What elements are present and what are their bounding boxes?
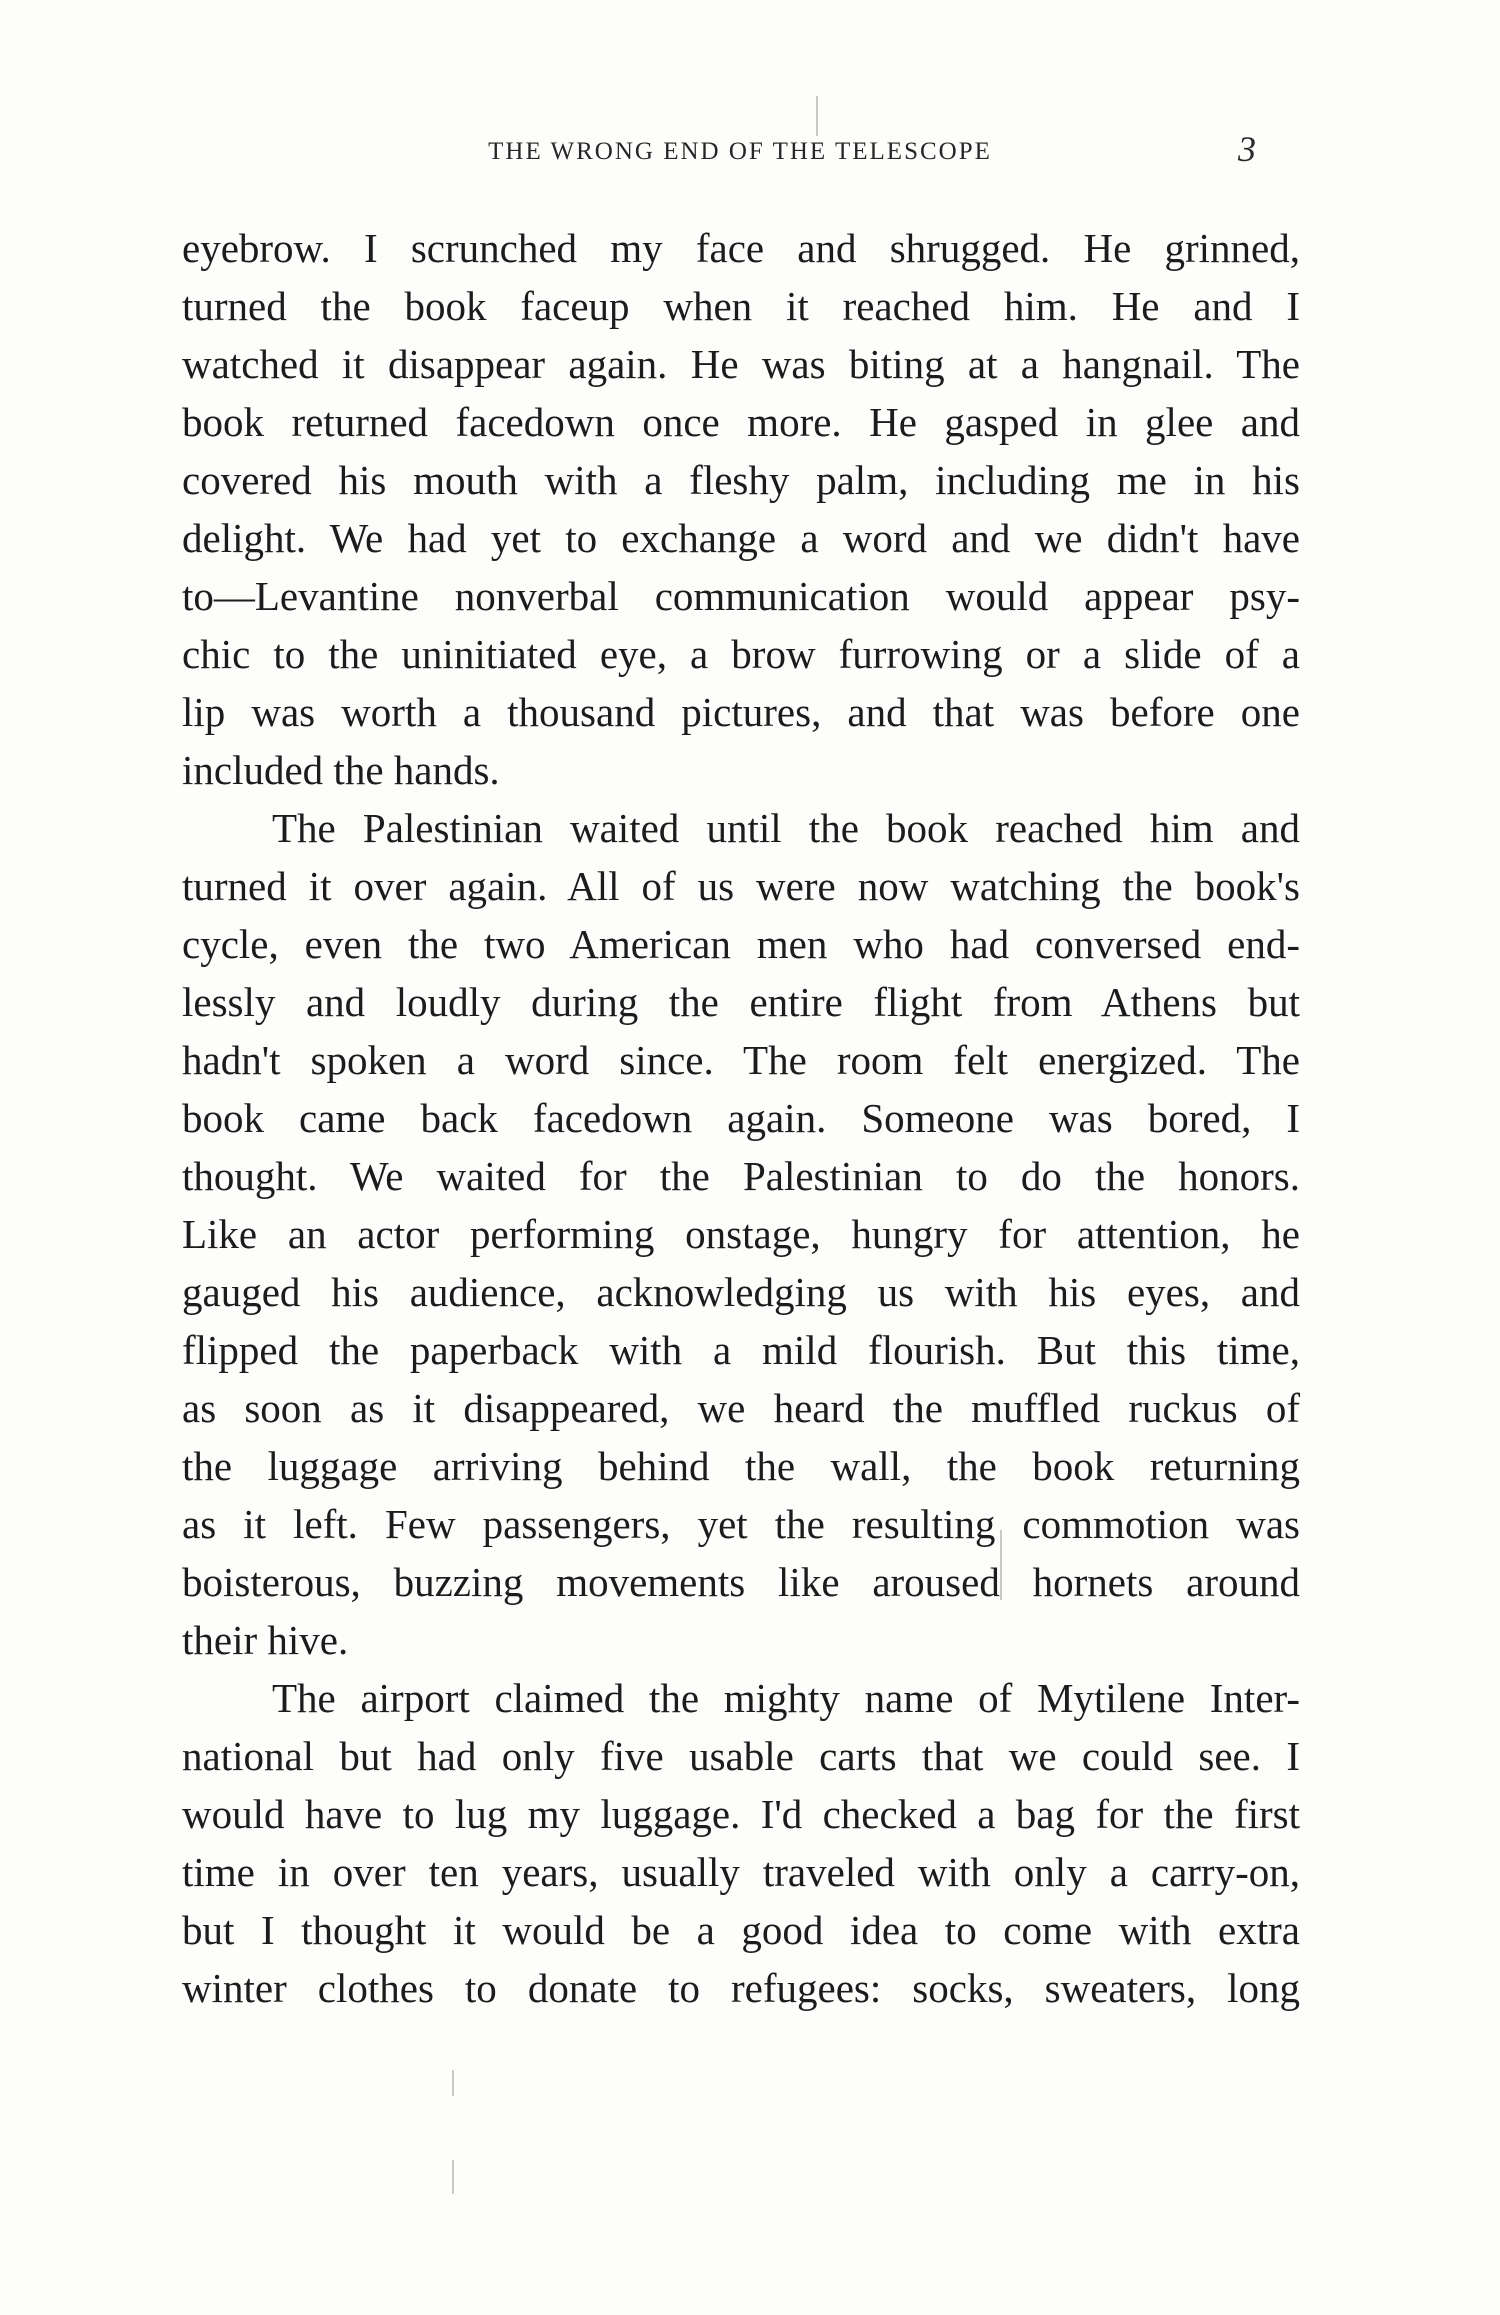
paper-mark <box>816 96 818 136</box>
text-line: lip was worth a thousand pictures, and that was before one <box>182 689 1300 735</box>
text-line: flipped the paperback with a mild flourish. But this time, <box>182 1327 1300 1373</box>
text-line: book returned facedown once more. He gasped in glee and <box>182 399 1300 445</box>
text-line: book came back facedown again. Someone was bored, I <box>182 1095 1300 1141</box>
text-line: to—Levantine nonverbal communication would appear psy- <box>182 573 1300 619</box>
text-line: their hive. <box>182 1617 349 1663</box>
text-line: eyebrow. I scrunched my face and shrugged. He grinned, <box>182 225 1300 271</box>
text-line: delight. We had yet to exchange a word and we didn't have <box>182 515 1300 561</box>
running-head-title: THE WRONG END OF THE TELESCOPE <box>488 138 992 165</box>
text-line: gauged his audience, acknowledging us with his eyes, and <box>182 1269 1300 1315</box>
text-line: turned it over again. All of us were now watching the book's <box>182 863 1300 909</box>
paper-mark <box>452 2070 454 2096</box>
text-line: included the hands. <box>182 747 500 793</box>
text-line: The Palestinian waited until the book reached him and <box>272 805 1300 851</box>
text-line: Like an actor performing onstage, hungry for attention, he <box>182 1211 1300 1257</box>
text-line: lessly and loudly during the entire flight from Athens but <box>182 979 1300 1025</box>
text-line: national but had only five usable carts that we could see. I <box>182 1733 1300 1779</box>
text-line: turned the book faceup when it reached him. He and I <box>182 283 1300 329</box>
text-line: watched it disappear again. He was biting at a hangnail. The <box>182 341 1300 387</box>
text-line: chic to the uninitiated eye, a brow furrowing or a slide of a <box>182 631 1300 677</box>
text-line: winter clothes to donate to refugees: socks, sweaters, long <box>182 1965 1300 2011</box>
text-line: but I thought it would be a good idea to come with extra <box>182 1907 1300 1953</box>
text-line: The airport claimed the mighty name of Mytilene Inter- <box>272 1675 1300 1721</box>
text-line: covered his mouth with a fleshy palm, including me in his <box>182 457 1300 503</box>
text-line: hadn't spoken a word since. The room felt energized. The <box>182 1037 1300 1083</box>
text-line: cycle, even the two American men who had conversed end- <box>182 921 1300 967</box>
text-line: as soon as it disappeared, we heard the muffled ruckus of <box>182 1385 1300 1431</box>
text-line: as it left. Few passengers, yet the resulting commotion was <box>182 1501 1300 1547</box>
page-number: 3 <box>1238 129 1256 169</box>
text-line: time in over ten years, usually traveled with only a carry-on, <box>182 1849 1300 1895</box>
paper-mark <box>452 2160 454 2194</box>
text-line: the luggage arriving behind the wall, the book returning <box>182 1443 1300 1489</box>
text-line: thought. We waited for the Palestinian to do the honors. <box>182 1153 1300 1199</box>
body-text <box>182 219 1300 2017</box>
text-line: would have to lug my luggage. I'd checked a bag for the first <box>182 1791 1300 1837</box>
text-line: boisterous, buzzing movements like aroused hornets around <box>182 1559 1300 1605</box>
